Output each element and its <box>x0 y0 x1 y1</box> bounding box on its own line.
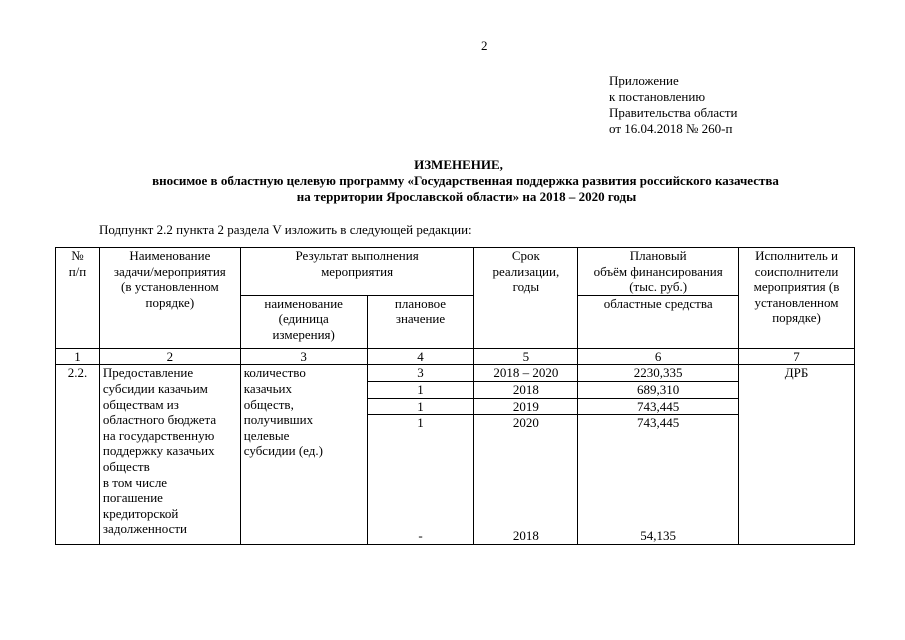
debt-term: 2018 <box>474 528 578 544</box>
header-task: Наименование задачи/мероприятия (в установленном порядке) <box>99 248 240 349</box>
column-number: 3 <box>240 348 367 365</box>
planned-value: 1 <box>367 398 474 415</box>
appendix-line: Приложение <box>609 73 679 88</box>
row-number: 2.2. <box>56 365 100 544</box>
term-cell: 2020 <box>474 415 578 529</box>
header-result-value: плановое значение <box>367 295 474 348</box>
debt-value: - <box>367 528 474 544</box>
page-number: 2 <box>481 38 488 53</box>
header-num: № п/п <box>56 248 100 349</box>
column-number: 4 <box>367 348 474 365</box>
result-name: количество казачьих обществ, получивших целевые субсидии (ед.) <box>240 365 367 544</box>
debt-amount: 54,135 <box>578 528 739 544</box>
task-name: Предоставление субсидии казачьим обществам из областного бюджета на государственную поддержку казачьих обществ в том числе погашение кредиторской задолженности <box>99 365 240 544</box>
planned-value: 3 <box>367 365 474 382</box>
amount-cell: 689,310 <box>578 381 739 398</box>
amount-cell: 2230,335 <box>578 365 739 382</box>
program-table <box>55 247 855 545</box>
appendix-line: к постановлению <box>609 89 706 104</box>
appendix-line: Правительства области <box>609 105 738 120</box>
planned-value: 1 <box>367 415 474 529</box>
header-result: Результат выполнения мероприятия <box>240 248 474 296</box>
executor-cell: ДРБ <box>739 365 855 544</box>
header-finance-sub: областные средства <box>578 295 739 348</box>
amount-cell: 743,445 <box>578 398 739 415</box>
header-term: Срок реализации, годы <box>474 248 578 349</box>
header-finance: Плановый объём финансирования (тыс. руб.) <box>578 248 739 296</box>
document-title <box>0 157 905 205</box>
appendix-line: от 16.04.2018 № 260-п <box>609 121 733 136</box>
column-number: 6 <box>578 348 739 365</box>
title-line-1: ИЗМЕНЕНИЕ, <box>414 157 503 172</box>
appendix-block <box>609 73 738 137</box>
term-cell: 2018 <box>474 381 578 398</box>
title-line-3: на территории Ярославской области» на 2018 – 2020 годы <box>296 189 637 204</box>
header-row-1 <box>56 248 855 296</box>
header-result-name: наименование (единица измерения) <box>240 295 367 348</box>
amount-cell: 743,445 <box>578 415 739 529</box>
column-number: 1 <box>56 348 100 365</box>
planned-value: 1 <box>367 381 474 398</box>
header-executor: Исполнитель и соисполнители мероприятия (в установленном порядке) <box>739 248 855 349</box>
term-cell: 2018 – 2020 <box>474 365 578 382</box>
intro-text: Подпункт 2.2 пункта 2 раздела V изложить в следующей редакции: <box>99 222 472 237</box>
term-cell: 2019 <box>474 398 578 415</box>
table-row <box>56 365 855 382</box>
column-number: 7 <box>739 348 855 365</box>
title-line-2: вносимое в областную целевую программу «Государственная поддержка развития российского казачества <box>152 173 779 188</box>
column-number: 5 <box>474 348 578 365</box>
column-number-row <box>56 348 855 365</box>
column-number: 2 <box>99 348 240 365</box>
